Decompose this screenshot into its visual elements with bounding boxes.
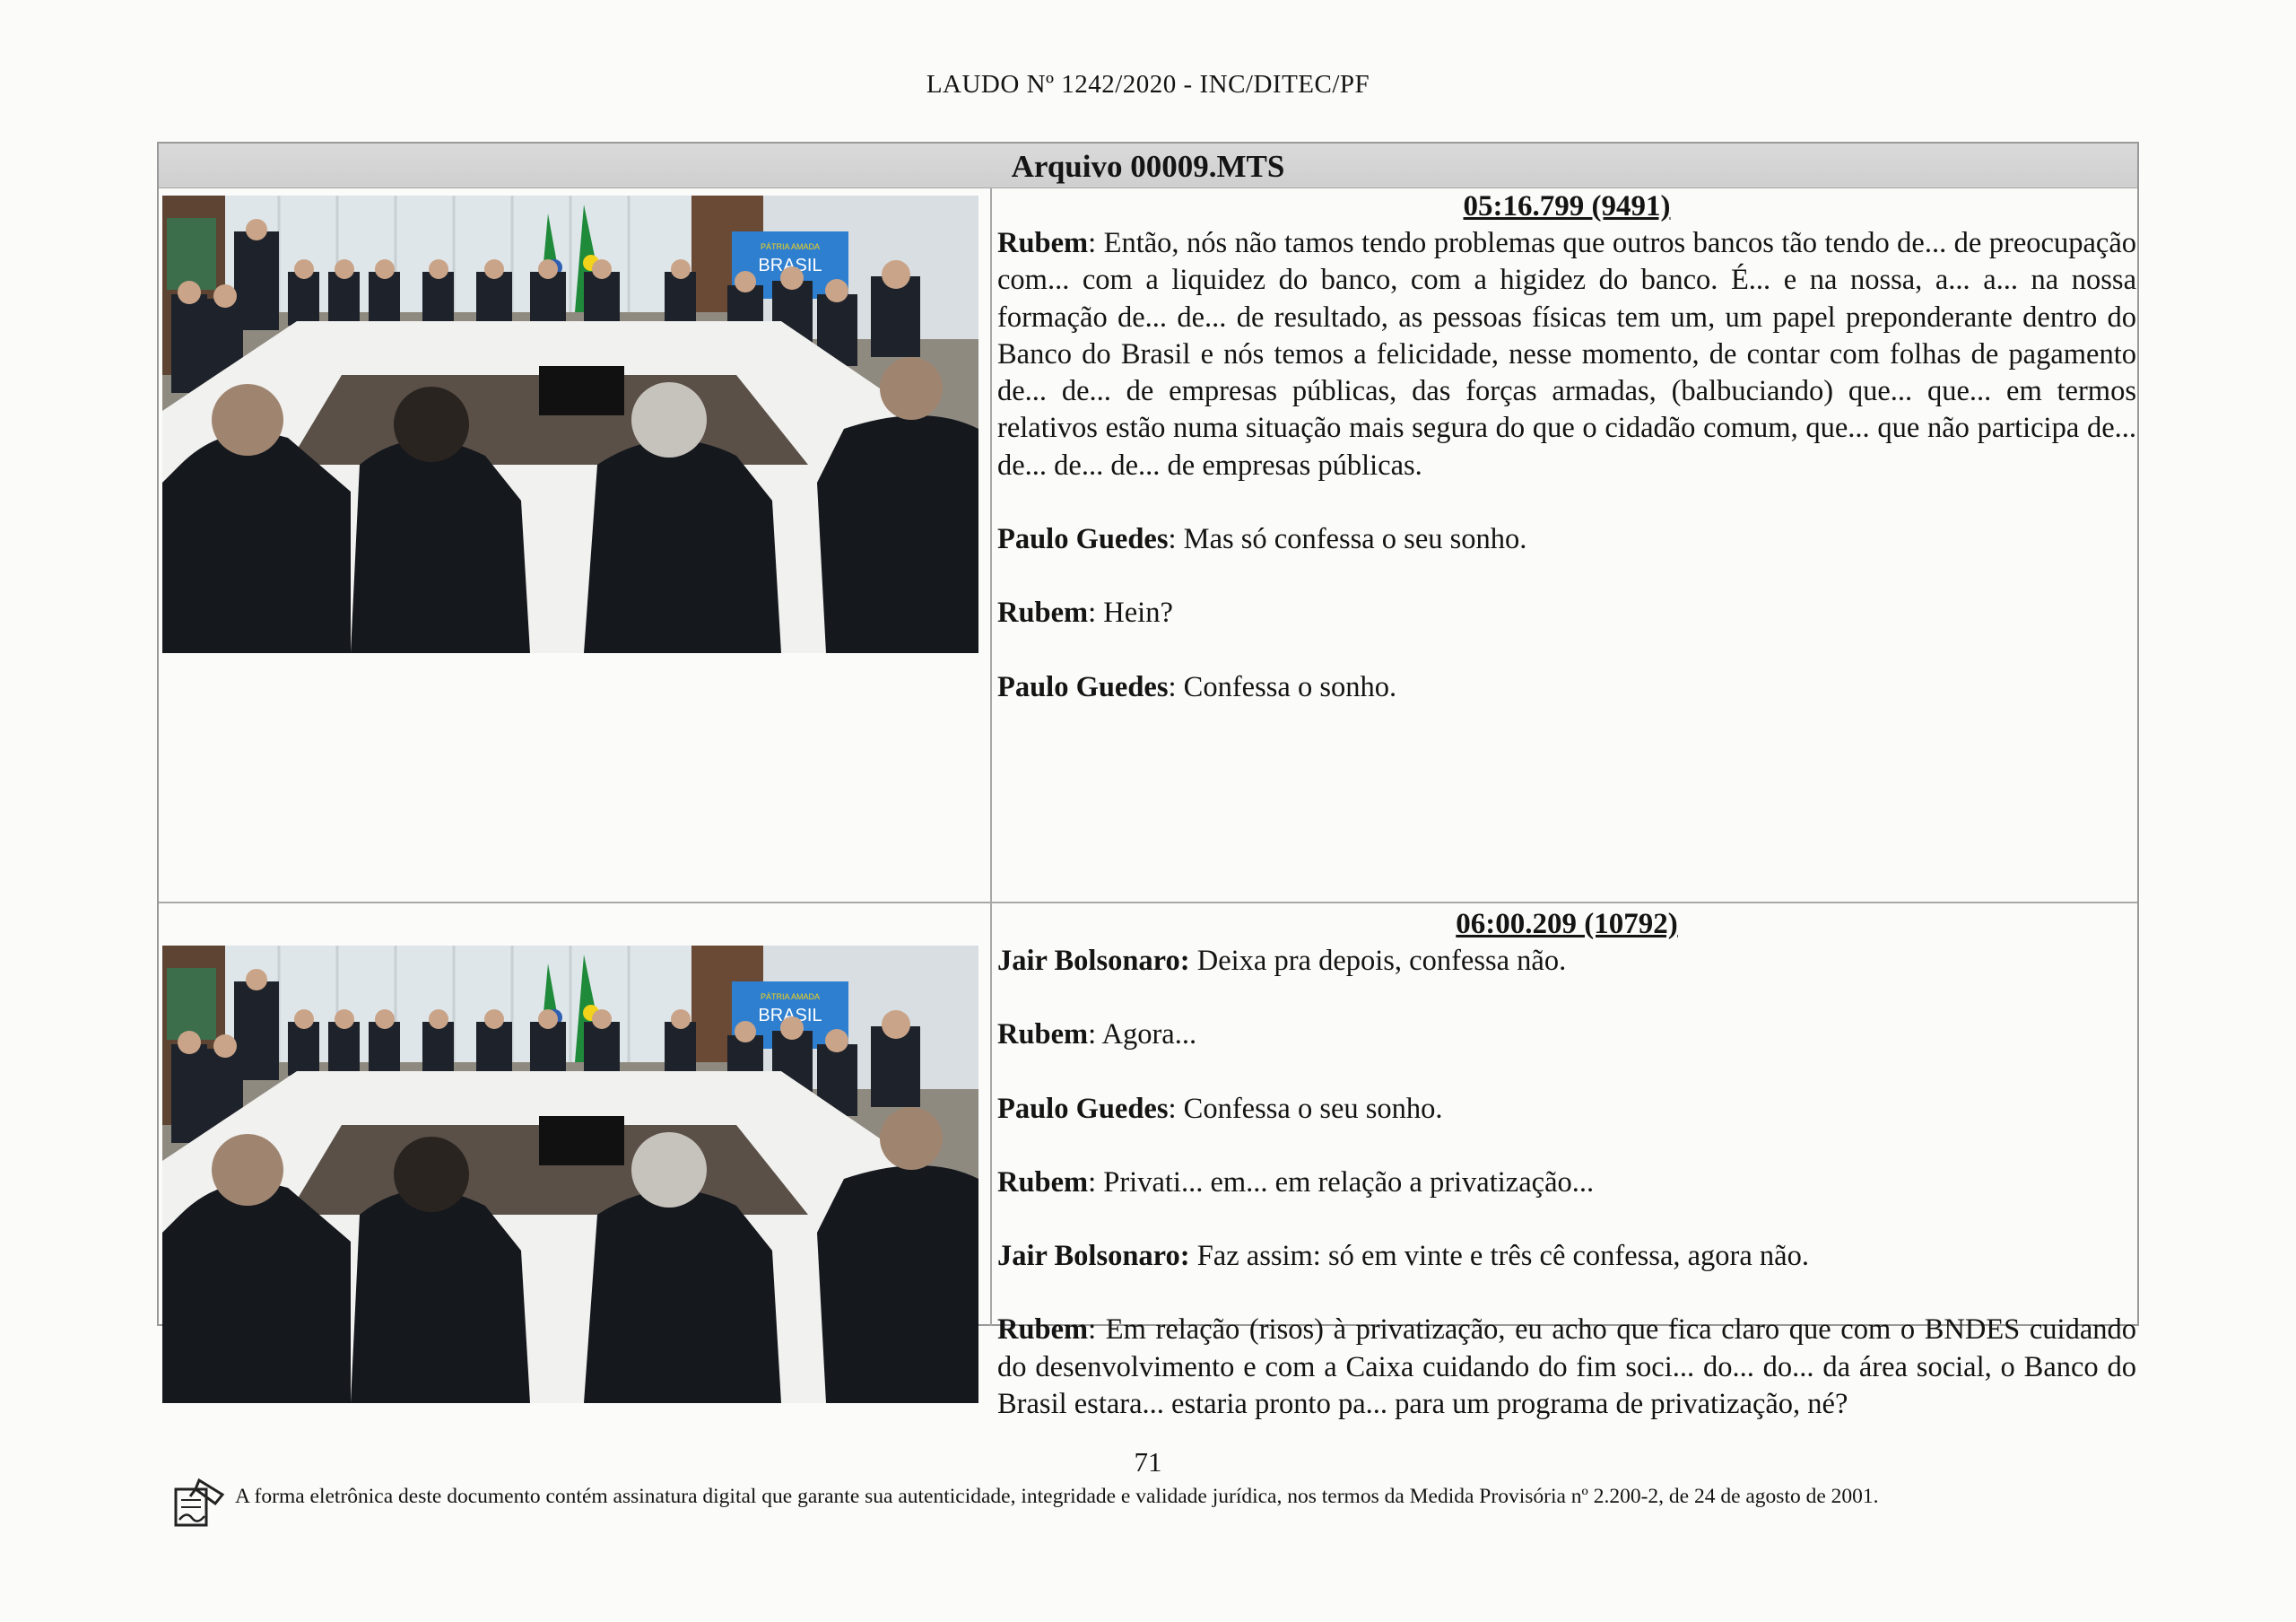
timecode: 05:16.799 (9491): [1463, 190, 1671, 222]
speech-text: Hein?: [1103, 597, 1173, 630]
speech-line: [997, 1238, 2136, 1275]
speech-line: Rubem: Hein?: [997, 597, 1173, 630]
speech-line: Rubem: Privati... em... em relação a privatização...: [997, 1165, 1595, 1199]
speech-line: Rubem: Em relação (risos) à privatização, eu acho que fica claro que com o BNDES cuidando do desenvolvimento e com a Caixa cuidando do fim soci... do... do... da área social, o Banco do Brasil estara... estaria pronto pa... para um programa de privatização, né?: [997, 1313, 2136, 1421]
speech-text: Então, nós não tamos tendo problemas que outros bancos tão tendo de... de preocupação com... com a liquidez do banco, com a higidez do banco. É... e na nossa, a... a... na nossa formação de... de... de resultado, as pessoas físicas tem um, um papel preponderante dentro do Banco do Brasil e nós temos a felicidade, nesse momento, de contar com folhas de pagamento de... de... de empresas públicas, das forças armadas, (balbuciando) que... que... em termos relativos estão numa situação mais segura do que o cidadão comum, que... que não participa de... de... de... de... de empresas públicas.: [997, 227, 2136, 482]
speaker-name: Rubem: [997, 597, 1089, 630]
speech-line: [997, 943, 2136, 980]
speech-text: Em relação (risos) à privatização, eu acho que fica claro que com o BNDES cuidando do desenvolvimento e com a Caixa cuidando do fim soci... do... do... da área social, o Banco do Brasil estara... estaria pronto pa... para um programa de privatização, né?: [997, 1313, 2136, 1421]
digital-signature-footer: [172, 1477, 2136, 1530]
speech-text: Confessa o sonho.: [1183, 670, 1397, 703]
speaker-name: Rubem: [997, 1313, 1089, 1347]
video-frame-image: [162, 946, 978, 1403]
speaker-name: Rubem: [997, 227, 1089, 259]
transcript-text: [997, 905, 2136, 1423]
speech-line: Paulo Guedes: Confessa o sonho.: [997, 670, 1397, 703]
speech-text: Deixa pra depois, confessa não.: [1196, 945, 1567, 977]
speaker-name: Rubem: [997, 1018, 1089, 1051]
file-name-bar: Arquivo 00009.MTS: [159, 144, 2137, 188]
transcript-row: [159, 187, 2137, 903]
speaker-name: Jair Bolsonaro:: [997, 945, 1190, 977]
speaker-name: Paulo Guedes: [997, 1092, 1169, 1125]
speech-text: Agora...: [1101, 1018, 1197, 1051]
speaker-name: Rubem: [997, 1165, 1089, 1199]
footer-text: A forma eletrônica deste documento contém assinatura digital que garante sua autenticidade, integridade e validade jurídica, nos termos da Medida Provisória nº 2.200-2, de 24 de agosto de 2001.: [235, 1485, 1879, 1508]
document-header: LAUDO Nº 1242/2020 - INC/DITEC/PF: [926, 70, 1370, 99]
speech-text: Privati... em... em relação a privatização...: [1103, 1165, 1595, 1199]
page-number: 71: [1134, 1446, 1162, 1478]
speech-text: Faz assim: só em vinte e três cê confessa, agora não.: [1196, 1240, 1809, 1273]
video-frame-image: [162, 196, 978, 653]
digital-signature-icon: [172, 1477, 226, 1530]
speech-line: Rubem: Agora...: [997, 1018, 1197, 1051]
transcript-row: [159, 903, 2137, 1421]
speaker-name: Jair Bolsonaro:: [997, 1240, 1190, 1273]
speech-text: Confessa o seu sonho.: [1183, 1092, 1443, 1125]
timecode: 06:00.209 (10792): [1456, 908, 1678, 940]
speaker-name: Paulo Guedes: [997, 670, 1169, 703]
transcript-table: [157, 142, 2139, 1421]
speech-line: Paulo Guedes: Confessa o seu sonho.: [997, 1092, 1443, 1125]
speech-line: Paulo Guedes: Mas só confessa o seu sonho.: [997, 523, 1527, 556]
speaker-name: Paulo Guedes: [997, 523, 1169, 556]
transcript-text: [997, 187, 2136, 706]
speech-line: Rubem: Então, nós não tamos tendo problemas que outros bancos tão tendo de... de preocupação com... com a liquidez do banco, com a higidez do banco. É... e na nossa, a... a... na nossa formação de... de... de resultado, as pessoas físicas tem um, um papel preponderante dentro do Banco do Brasil e nós temos a felicidade, nesse momento, de contar com folhas de pagamento de... de... de empresas públicas, das forças armadas, (balbuciando) que... que... em termos relativos estão numa situação mais segura do que o cidadão comum, que... que não participa de... de... de... de... de empresas públicas.: [997, 227, 2136, 482]
speech-text: Mas só confessa o seu sonho.: [1183, 523, 1527, 556]
